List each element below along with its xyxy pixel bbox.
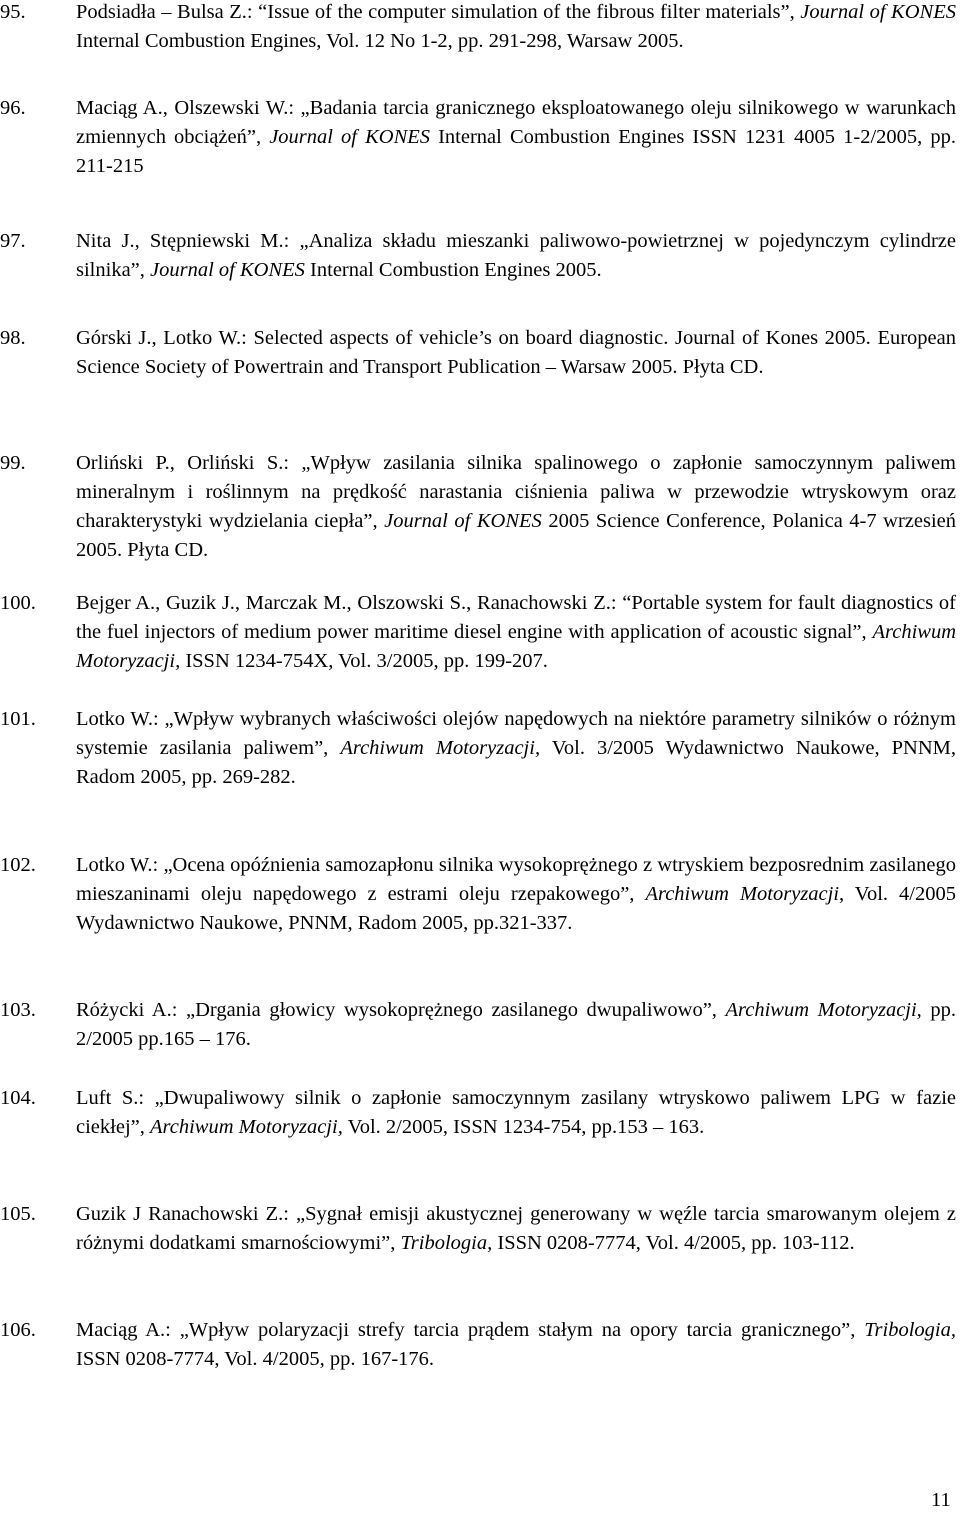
- reference-number: 106.: [0, 1319, 36, 1341]
- reference-segment: ISSN 1234-754X, Vol. 3/2005, pp. 199-207.: [180, 650, 548, 672]
- reference-entry: [0, 94, 956, 181]
- reference-text: [76, 449, 956, 565]
- journal-title: Tribologia,: [400, 1232, 493, 1254]
- reference-entry: [0, 449, 956, 565]
- reference-text: [76, 0, 956, 56]
- reference-number: 96.: [0, 97, 26, 119]
- page-number: 11: [931, 1489, 951, 1511]
- journal-title: Archiwum Motoryzacji,: [149, 1116, 343, 1138]
- reference-text: [76, 324, 956, 382]
- reference-number: 98.: [0, 327, 26, 349]
- reference-text: [76, 996, 956, 1054]
- reference-number: 104.: [0, 1087, 36, 1109]
- journal-title: Archiwum Motoryzacji,: [340, 737, 541, 759]
- reference-entry: [0, 324, 956, 382]
- reference-number: 100.: [0, 592, 36, 614]
- reference-segment: Górski J., Lotko W.: Selected aspects of vehicle’s on board diagnostic. Journal of Kones 2005. European Science Society of Powertrain and Transport Publication – Warsaw 2005. Płyta CD.: [76, 327, 956, 378]
- reference-text: [76, 1084, 956, 1142]
- reference-number: 105.: [0, 1203, 36, 1225]
- journal-title: Journal of KONES: [269, 126, 431, 148]
- reference-text: [76, 589, 956, 676]
- reference-segment: Lotko W.: „Ocena opóźnienia samozapłonu silnika wysokoprężnego z wtryskiem bezposrednim zasilanego mieszaninami oleju napędowego z estrami oleju rzepakowego”,: [76, 854, 956, 905]
- journal-title: Archiwum Motoryzacji,: [725, 999, 922, 1021]
- reference-segment: Guzik J Ranachowski Z.: „Sygnał emisji akustycznej generowany w węźle tarcia smarowanym olejem z różnymi dodatkami smarnościowymi”,: [76, 1203, 956, 1254]
- reference-segment: ISSN 0208-7774, Vol. 4/2005, pp. 103-112.: [492, 1232, 855, 1254]
- reference-segment: Bejger A., Guzik J., Marczak M., Olszowski S., Ranachowski Z.: “Portable system for fault diagnostics of the fuel injectors of medium power maritime diesel engine with application of acoustic signal”,: [76, 592, 956, 643]
- reference-entry: [0, 705, 956, 792]
- journal-title: Archiwum Motoryzacji: [645, 883, 840, 905]
- reference-entry: [0, 851, 956, 938]
- reference-entry: [0, 227, 956, 285]
- reference-segment: , Vol. 4/2005 Wydawnictwo Naukowe, PNNM, Radom 2005, pp.321-337.: [76, 883, 957, 934]
- reference-entry: [0, 589, 956, 676]
- journal-title: Journal of KONES: [800, 1, 956, 23]
- reference-text: [76, 227, 956, 285]
- reference-segment: pp. 2/2005 pp.165 – 176.: [76, 999, 957, 1050]
- reference-segment: Luft S.: „Dwupaliwowy silnik o zapłonie samoczynnym zasilany wtryskowo paliwem LPG w fazie ciekłej”,: [76, 1087, 956, 1138]
- reference-entry: [0, 1316, 956, 1374]
- reference-number: 102.: [0, 854, 36, 876]
- reference-text: [76, 1316, 956, 1374]
- reference-segment: Lotko W.: „Wpływ wybranych właściwości olejów napędowych na niektóre parametry silników o różnym systemie zasilania paliwem”,: [76, 708, 956, 759]
- reference-text: [76, 705, 956, 792]
- reference-segment: Internal Combustion Engines 2005.: [304, 259, 602, 281]
- reference-number: 97.: [0, 230, 26, 252]
- reference-segment: Vol. 2/2005, ISSN 1234-754, pp.153 – 163.: [342, 1116, 705, 1138]
- reference-segment: Internal Combustion Engines, Vol. 12 No 1-2, pp. 291-298, Warsaw 2005.: [76, 30, 684, 52]
- reference-number: 99.: [0, 452, 26, 474]
- reference-segment: Różycki A.: „Drgania głowicy wysokoprężnego zasilanego dwupaliwowo”,: [76, 999, 726, 1021]
- reference-segment: Internal Combustion Engines ISSN 1231 4005 1-2/2005, pp. 211-215: [76, 126, 956, 177]
- reference-text: [76, 851, 956, 938]
- journal-title: Tribologia,: [864, 1319, 956, 1341]
- reference-segment: Maciąg A.: „Wpływ polaryzacji strefy tarcia prądem stałym na opory tarcia granicznego”,: [76, 1319, 865, 1341]
- reference-segment: Orliński P., Orliński S.: „Wpływ zasilania silnika spalinowego o zapłonie samoczynnym paliwem mineralnym i roślinnym na prędkość narastania ciśnienia paliwa w przewodzie wtryskowym oraz charakterystyki wydzielania ciepła”,: [76, 452, 956, 532]
- reference-segment: ISSN 0208-7774, Vol. 4/2005, pp. 167-176.: [76, 1348, 435, 1370]
- reference-entry: [0, 0, 956, 56]
- reference-segment: Nita J., Stępniewski M.: „Analiza składu mieszanki paliwowo-powietrznej w pojedynczym cylindrze silnika”,: [76, 230, 956, 281]
- reference-text: [76, 94, 956, 181]
- journal-title: Journal of KONES: [150, 259, 305, 281]
- reference-number: 103.: [0, 999, 36, 1021]
- reference-entry: [0, 1084, 956, 1142]
- reference-number: 101.: [0, 708, 36, 730]
- reference-segment: Maciąg A., Olszewski W.: „Badania tarcia granicznego eksploatowanego oleju silnikowego w warunkach zmiennych obciążeń”,: [76, 97, 956, 148]
- reference-entry: [0, 996, 956, 1054]
- reference-entry: [0, 1200, 956, 1258]
- reference-segment: 2005 Science Conference, Polanica 4-7 wrzesień 2005. Płyta CD.: [76, 510, 956, 561]
- reference-number: 95.: [0, 1, 26, 23]
- reference-segment: Vol. 3/2005 Wydawnictwo Naukowe, PNNM, Radom 2005, pp. 269-282.: [76, 737, 956, 788]
- reference-text: [76, 1200, 956, 1258]
- reference-segment: Podsiadła – Bulsa Z.: “Issue of the computer simulation of the fibrous filter materials”,: [76, 1, 801, 23]
- journal-title: Archiwum Motoryzacji,: [76, 621, 956, 672]
- journal-title: Journal of KONES: [384, 510, 542, 532]
